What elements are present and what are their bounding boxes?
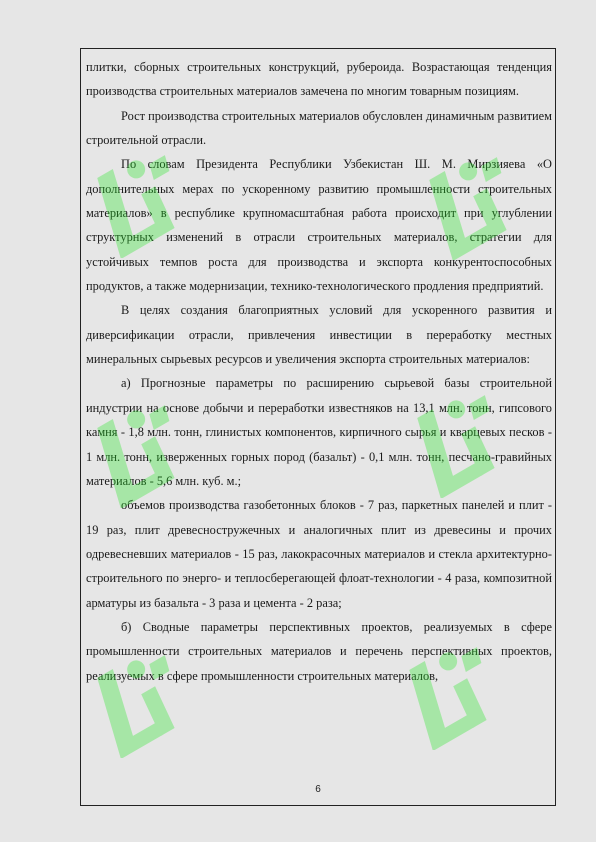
paragraph-3: По словам Президента Республики Узбекистан Ш. М. Мирзияева «О дополнительных мерах по ускоренному развитию промышленности строительных материалов» в республике крупномасштабная работа происходит при углублении структурных изменений в отрасли строительных материалов, стратегии для устойчивых темпов роста для производства и экспорта конкурентоспособных продуктов, а также модернизации, технико-технологического продления предприятий. <box>86 157 552 294</box>
paragraph-1: плитки, сборных строительных конструкций, рубероида. Возрастающая тенденция производства строительных материалов замечена по многим товарным позициям. <box>86 60 552 99</box>
paragraph-7: б) Сводные параметры перспективных проектов, реализуемых в сфере промышленности строительных материалов и перечень перспективных проектов, реализуемых в сфере промышленности строительных материалов, <box>86 619 552 683</box>
paragraph-2: Рост производства строительных материалов обусловлен динамичным развитием строительной отрасли. <box>86 108 552 148</box>
paragraph-6: объемов производства газобетонных блоков - 7 раз, паркетных панелей и плит - 19 раз, плит древесностружечных и аналогичных плит из древесины и прочих одревесневших материалов - 15 раз, лакокрасочных материалов и стекла архитектурно-строительного по энерго- и теплосберегающей флоат-технологии - 4 раза, композитной арматуры из базальта - 3 раза и цемента - 2 раза; <box>86 498 552 610</box>
paragraph-5: а) Прогнозные параметры по расширению сырьевой базы строительной индустрии на основе добычи и переработки известняков на 13,1 млн. тонн, гипсового камня - 1,8 млн. тонн, глинистых компонентов, кирпичного сырья и кварцевых песков - 1 млн. тонн, изверженных горных пород (базальт) - 0,1 млн. тонн, песчано-гравийных материалов - 5,6 млн. куб. м.; <box>86 376 552 488</box>
page-number: 6 <box>315 784 321 795</box>
page-frame <box>80 48 556 806</box>
paragraph-4: В целях создания благоприятных условий для ускоренного развития и диверсификации отрасли, привлечения инвестиции в переработку местных минеральных сырьевых ресурсов и увеличения экспорта строительных материалов: <box>86 303 552 367</box>
body-text <box>86 55 552 688</box>
